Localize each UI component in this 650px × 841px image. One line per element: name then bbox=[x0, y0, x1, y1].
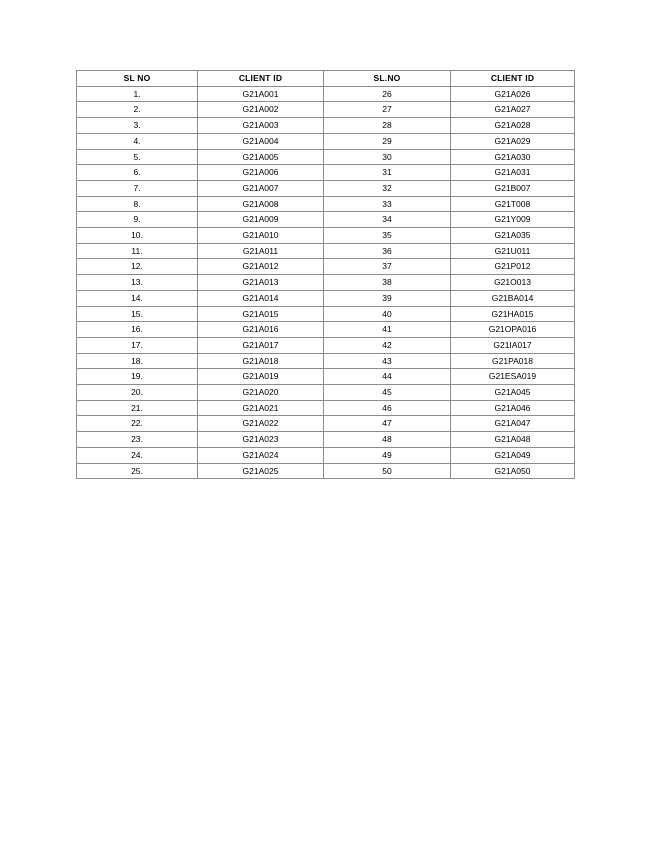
cell-client-id-left: G21A007 bbox=[198, 180, 324, 196]
cell-client-id-right: G21ESA019 bbox=[451, 369, 575, 385]
cell-client-id-right: G21IA017 bbox=[451, 337, 575, 353]
cell-client-id-left: G21A013 bbox=[198, 275, 324, 291]
cell-sl-no-left: 10. bbox=[77, 228, 198, 244]
cell-sl-no-right: 30 bbox=[324, 149, 451, 165]
cell-sl-no-right: 32 bbox=[324, 180, 451, 196]
cell-sl-no-left: 17. bbox=[77, 337, 198, 353]
cell-sl-no-left: 12. bbox=[77, 259, 198, 275]
cell-client-id-left: G21A023 bbox=[198, 432, 324, 448]
cell-client-id-right: G21HA015 bbox=[451, 306, 575, 322]
table-row bbox=[77, 243, 575, 259]
cell-sl-no-right: 26 bbox=[324, 86, 451, 102]
cell-client-id-right: G21PA018 bbox=[451, 353, 575, 369]
cell-sl-no-left: 25. bbox=[77, 463, 198, 479]
table-row bbox=[77, 180, 575, 196]
cell-sl-no-right: 31 bbox=[324, 165, 451, 181]
cell-client-id-left: G21A015 bbox=[198, 306, 324, 322]
cell-client-id-left: G21A018 bbox=[198, 353, 324, 369]
table-row bbox=[77, 290, 575, 306]
cell-client-id-right: G21A035 bbox=[451, 228, 575, 244]
table-header-row bbox=[77, 71, 575, 87]
cell-sl-no-left: 18. bbox=[77, 353, 198, 369]
table-row bbox=[77, 416, 575, 432]
cell-client-id-right: G21A047 bbox=[451, 416, 575, 432]
cell-sl-no-right: 34 bbox=[324, 212, 451, 228]
cell-client-id-right: G21A049 bbox=[451, 447, 575, 463]
column-header-client-id-right: CLIENT ID bbox=[451, 71, 575, 87]
cell-sl-no-right: 46 bbox=[324, 400, 451, 416]
table-row bbox=[77, 353, 575, 369]
cell-client-id-left: G21A022 bbox=[198, 416, 324, 432]
cell-sl-no-right: 47 bbox=[324, 416, 451, 432]
table-body bbox=[77, 86, 575, 479]
column-header-sl-no-left: SL NO bbox=[77, 71, 198, 87]
client-id-table bbox=[76, 70, 575, 479]
cell-sl-no-right: 35 bbox=[324, 228, 451, 244]
cell-client-id-left: G21A025 bbox=[198, 463, 324, 479]
cell-sl-no-right: 37 bbox=[324, 259, 451, 275]
cell-client-id-right: G21T008 bbox=[451, 196, 575, 212]
cell-sl-no-right: 36 bbox=[324, 243, 451, 259]
cell-sl-no-left: 14. bbox=[77, 290, 198, 306]
cell-sl-no-left: 6. bbox=[77, 165, 198, 181]
cell-client-id-right: G21A046 bbox=[451, 400, 575, 416]
cell-sl-no-right: 45 bbox=[324, 385, 451, 401]
table-row bbox=[77, 165, 575, 181]
cell-sl-no-left: 3. bbox=[77, 118, 198, 134]
cell-sl-no-right: 49 bbox=[324, 447, 451, 463]
cell-sl-no-right: 48 bbox=[324, 432, 451, 448]
cell-sl-no-left: 1. bbox=[77, 86, 198, 102]
cell-sl-no-left: 23. bbox=[77, 432, 198, 448]
cell-client-id-right: G21A031 bbox=[451, 165, 575, 181]
table-row bbox=[77, 196, 575, 212]
cell-sl-no-left: 19. bbox=[77, 369, 198, 385]
cell-sl-no-right: 27 bbox=[324, 102, 451, 118]
table-row bbox=[77, 447, 575, 463]
cell-sl-no-right: 43 bbox=[324, 353, 451, 369]
cell-client-id-right: G21A028 bbox=[451, 118, 575, 134]
cell-client-id-left: G21A014 bbox=[198, 290, 324, 306]
cell-sl-no-left: 16. bbox=[77, 322, 198, 338]
cell-client-id-left: G21A019 bbox=[198, 369, 324, 385]
table-row bbox=[77, 102, 575, 118]
table-header bbox=[77, 71, 575, 87]
cell-client-id-left: G21A001 bbox=[198, 86, 324, 102]
cell-sl-no-left: 2. bbox=[77, 102, 198, 118]
cell-client-id-right: G21A048 bbox=[451, 432, 575, 448]
cell-sl-no-right: 40 bbox=[324, 306, 451, 322]
table-row bbox=[77, 275, 575, 291]
table-row bbox=[77, 385, 575, 401]
cell-client-id-right: G21A026 bbox=[451, 86, 575, 102]
cell-client-id-left: G21A012 bbox=[198, 259, 324, 275]
cell-client-id-left: G21A024 bbox=[198, 447, 324, 463]
cell-sl-no-right: 39 bbox=[324, 290, 451, 306]
cell-sl-no-left: 9. bbox=[77, 212, 198, 228]
cell-sl-no-left: 22. bbox=[77, 416, 198, 432]
cell-sl-no-right: 28 bbox=[324, 118, 451, 134]
cell-client-id-left: G21A016 bbox=[198, 322, 324, 338]
cell-sl-no-left: 4. bbox=[77, 133, 198, 149]
cell-client-id-left: G21A002 bbox=[198, 102, 324, 118]
cell-client-id-left: G21A004 bbox=[198, 133, 324, 149]
cell-sl-no-right: 33 bbox=[324, 196, 451, 212]
cell-sl-no-right: 41 bbox=[324, 322, 451, 338]
cell-sl-no-left: 11. bbox=[77, 243, 198, 259]
table-row bbox=[77, 149, 575, 165]
cell-sl-no-right: 29 bbox=[324, 133, 451, 149]
cell-sl-no-left: 21. bbox=[77, 400, 198, 416]
table-row bbox=[77, 259, 575, 275]
column-header-client-id-left: CLIENT ID bbox=[198, 71, 324, 87]
cell-client-id-left: G21A020 bbox=[198, 385, 324, 401]
cell-client-id-right: G21U011 bbox=[451, 243, 575, 259]
table-row bbox=[77, 369, 575, 385]
cell-client-id-right: G21OPA016 bbox=[451, 322, 575, 338]
table-row bbox=[77, 212, 575, 228]
cell-sl-no-right: 44 bbox=[324, 369, 451, 385]
cell-client-id-left: G21A011 bbox=[198, 243, 324, 259]
table-row bbox=[77, 306, 575, 322]
cell-sl-no-left: 8. bbox=[77, 196, 198, 212]
cell-client-id-left: G21A009 bbox=[198, 212, 324, 228]
cell-sl-no-right: 42 bbox=[324, 337, 451, 353]
cell-client-id-right: G21B007 bbox=[451, 180, 575, 196]
cell-client-id-right: G21A030 bbox=[451, 149, 575, 165]
cell-client-id-left: G21A006 bbox=[198, 165, 324, 181]
cell-sl-no-left: 13. bbox=[77, 275, 198, 291]
cell-sl-no-left: 15. bbox=[77, 306, 198, 322]
table-row bbox=[77, 337, 575, 353]
table-row bbox=[77, 400, 575, 416]
cell-client-id-right: G21A050 bbox=[451, 463, 575, 479]
cell-sl-no-right: 38 bbox=[324, 275, 451, 291]
cell-sl-no-left: 7. bbox=[77, 180, 198, 196]
cell-client-id-left: G21A003 bbox=[198, 118, 324, 134]
column-header-sl-no-right: SL.NO bbox=[324, 71, 451, 87]
cell-client-id-right: G21P012 bbox=[451, 259, 575, 275]
cell-client-id-left: G21A008 bbox=[198, 196, 324, 212]
table-row bbox=[77, 118, 575, 134]
table-row bbox=[77, 432, 575, 448]
cell-sl-no-left: 20. bbox=[77, 385, 198, 401]
cell-client-id-left: G21A017 bbox=[198, 337, 324, 353]
cell-client-id-right: G21O013 bbox=[451, 275, 575, 291]
table-row bbox=[77, 86, 575, 102]
cell-client-id-left: G21A005 bbox=[198, 149, 324, 165]
cell-sl-no-left: 5. bbox=[77, 149, 198, 165]
cell-client-id-right: G21A045 bbox=[451, 385, 575, 401]
cell-sl-no-left: 24. bbox=[77, 447, 198, 463]
table-row bbox=[77, 463, 575, 479]
cell-client-id-right: G21A029 bbox=[451, 133, 575, 149]
cell-client-id-right: G21A027 bbox=[451, 102, 575, 118]
cell-client-id-left: G21A021 bbox=[198, 400, 324, 416]
table-row bbox=[77, 322, 575, 338]
table-row bbox=[77, 228, 575, 244]
cell-sl-no-right: 50 bbox=[324, 463, 451, 479]
table-row bbox=[77, 133, 575, 149]
cell-client-id-right: G21Y009 bbox=[451, 212, 575, 228]
cell-client-id-right: G21BA014 bbox=[451, 290, 575, 306]
cell-client-id-left: G21A010 bbox=[198, 228, 324, 244]
